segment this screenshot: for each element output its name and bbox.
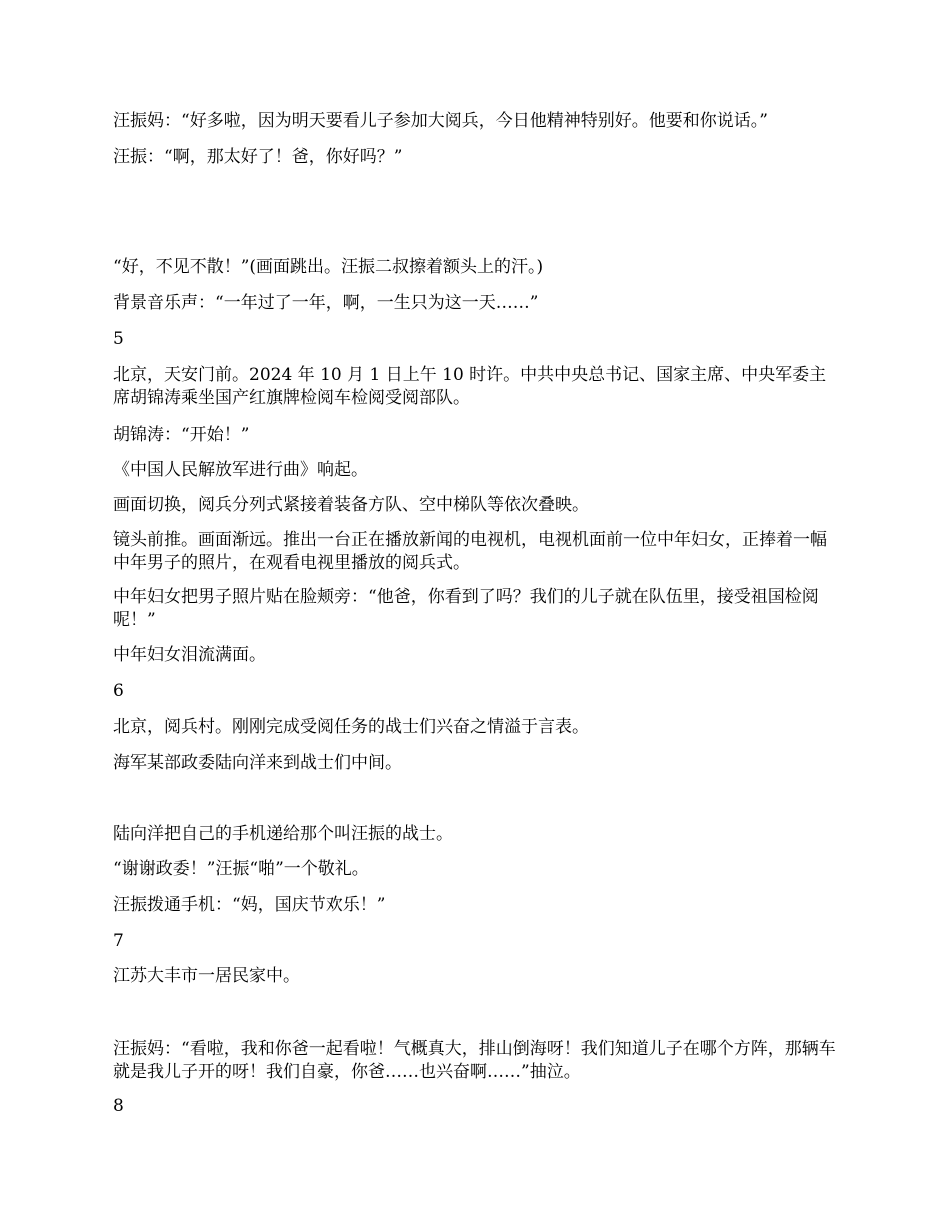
- paragraph: 北京，天安门前。2024 年 10 月 1 日上午 10 时许。中共中央总书记、国家主席、中央军委主席胡锦涛乘坐国产红旗牌检阅车检阅受阅部队。: [113, 365, 827, 408]
- paragraph: 海军某部政委陆向洋来到战士们中间。: [113, 753, 402, 773]
- scene-number: 8: [113, 1096, 124, 1116]
- scene-number: 6: [113, 681, 124, 701]
- paragraph: 《中国人民解放军进行曲》响起。: [113, 460, 368, 480]
- paragraph: “好，不见不散！”(画面跳出。汪振二叔擦着额头上的汗。): [113, 257, 544, 277]
- paragraph: 镜头前推。画面渐远。推出一台正在播放新闻的电视机，电视机面前一位中年妇女，正捧着一幅中年男子的照片，在观看电视里播放的阅兵式。: [113, 530, 827, 573]
- paragraph: 胡锦涛：“开始！”: [113, 425, 250, 445]
- paragraph: 背景音乐声：“一年过了一年，啊，一生只为这一天……”: [113, 293, 539, 313]
- scene-number: 7: [113, 931, 124, 951]
- scene-number: 5: [113, 329, 124, 349]
- paragraph: 汪振妈：“看啦，我和你爸一起看啦！气概真大，排山倒海呀！我们知道儿子在哪个方阵，那辆车就是我儿子开的呀！我们自豪，你爸……也兴奋啊……”抽泣。: [113, 1039, 836, 1082]
- paragraph: 中年妇女泪流满面。: [113, 645, 266, 665]
- paragraph: 中年妇女把男子照片贴在脸颊旁：“他爸，你看到了吗？我们的儿子就在队伍里，接受祖国检阅呢！”: [113, 587, 819, 630]
- paragraph: 江苏大丰市一居民家中。: [113, 966, 300, 986]
- paragraph: 汪振妈：“好多啦，因为明天要看儿子参加大阅兵，今日他精神特别好。他要和你说话。”: [113, 111, 768, 131]
- paragraph: 汪振：“啊，那太好了！爸，你好吗？”: [113, 147, 403, 167]
- paragraph: 画面切换，阅兵分列式紧接着装备方队、空中梯队等依次叠映。: [113, 495, 589, 515]
- paragraph: 北京，阅兵村。刚刚完成受阅任务的战士们兴奋之情溢于言表。: [113, 717, 589, 737]
- paragraph: “谢谢政委！”汪振“啪”一个敬礼。: [113, 859, 369, 879]
- paragraph: 陆向洋把自己的手机递给那个叫汪振的战士。: [113, 824, 453, 844]
- paragraph: 汪振拨通手机：“妈，国庆节欢乐！”: [113, 895, 386, 915]
